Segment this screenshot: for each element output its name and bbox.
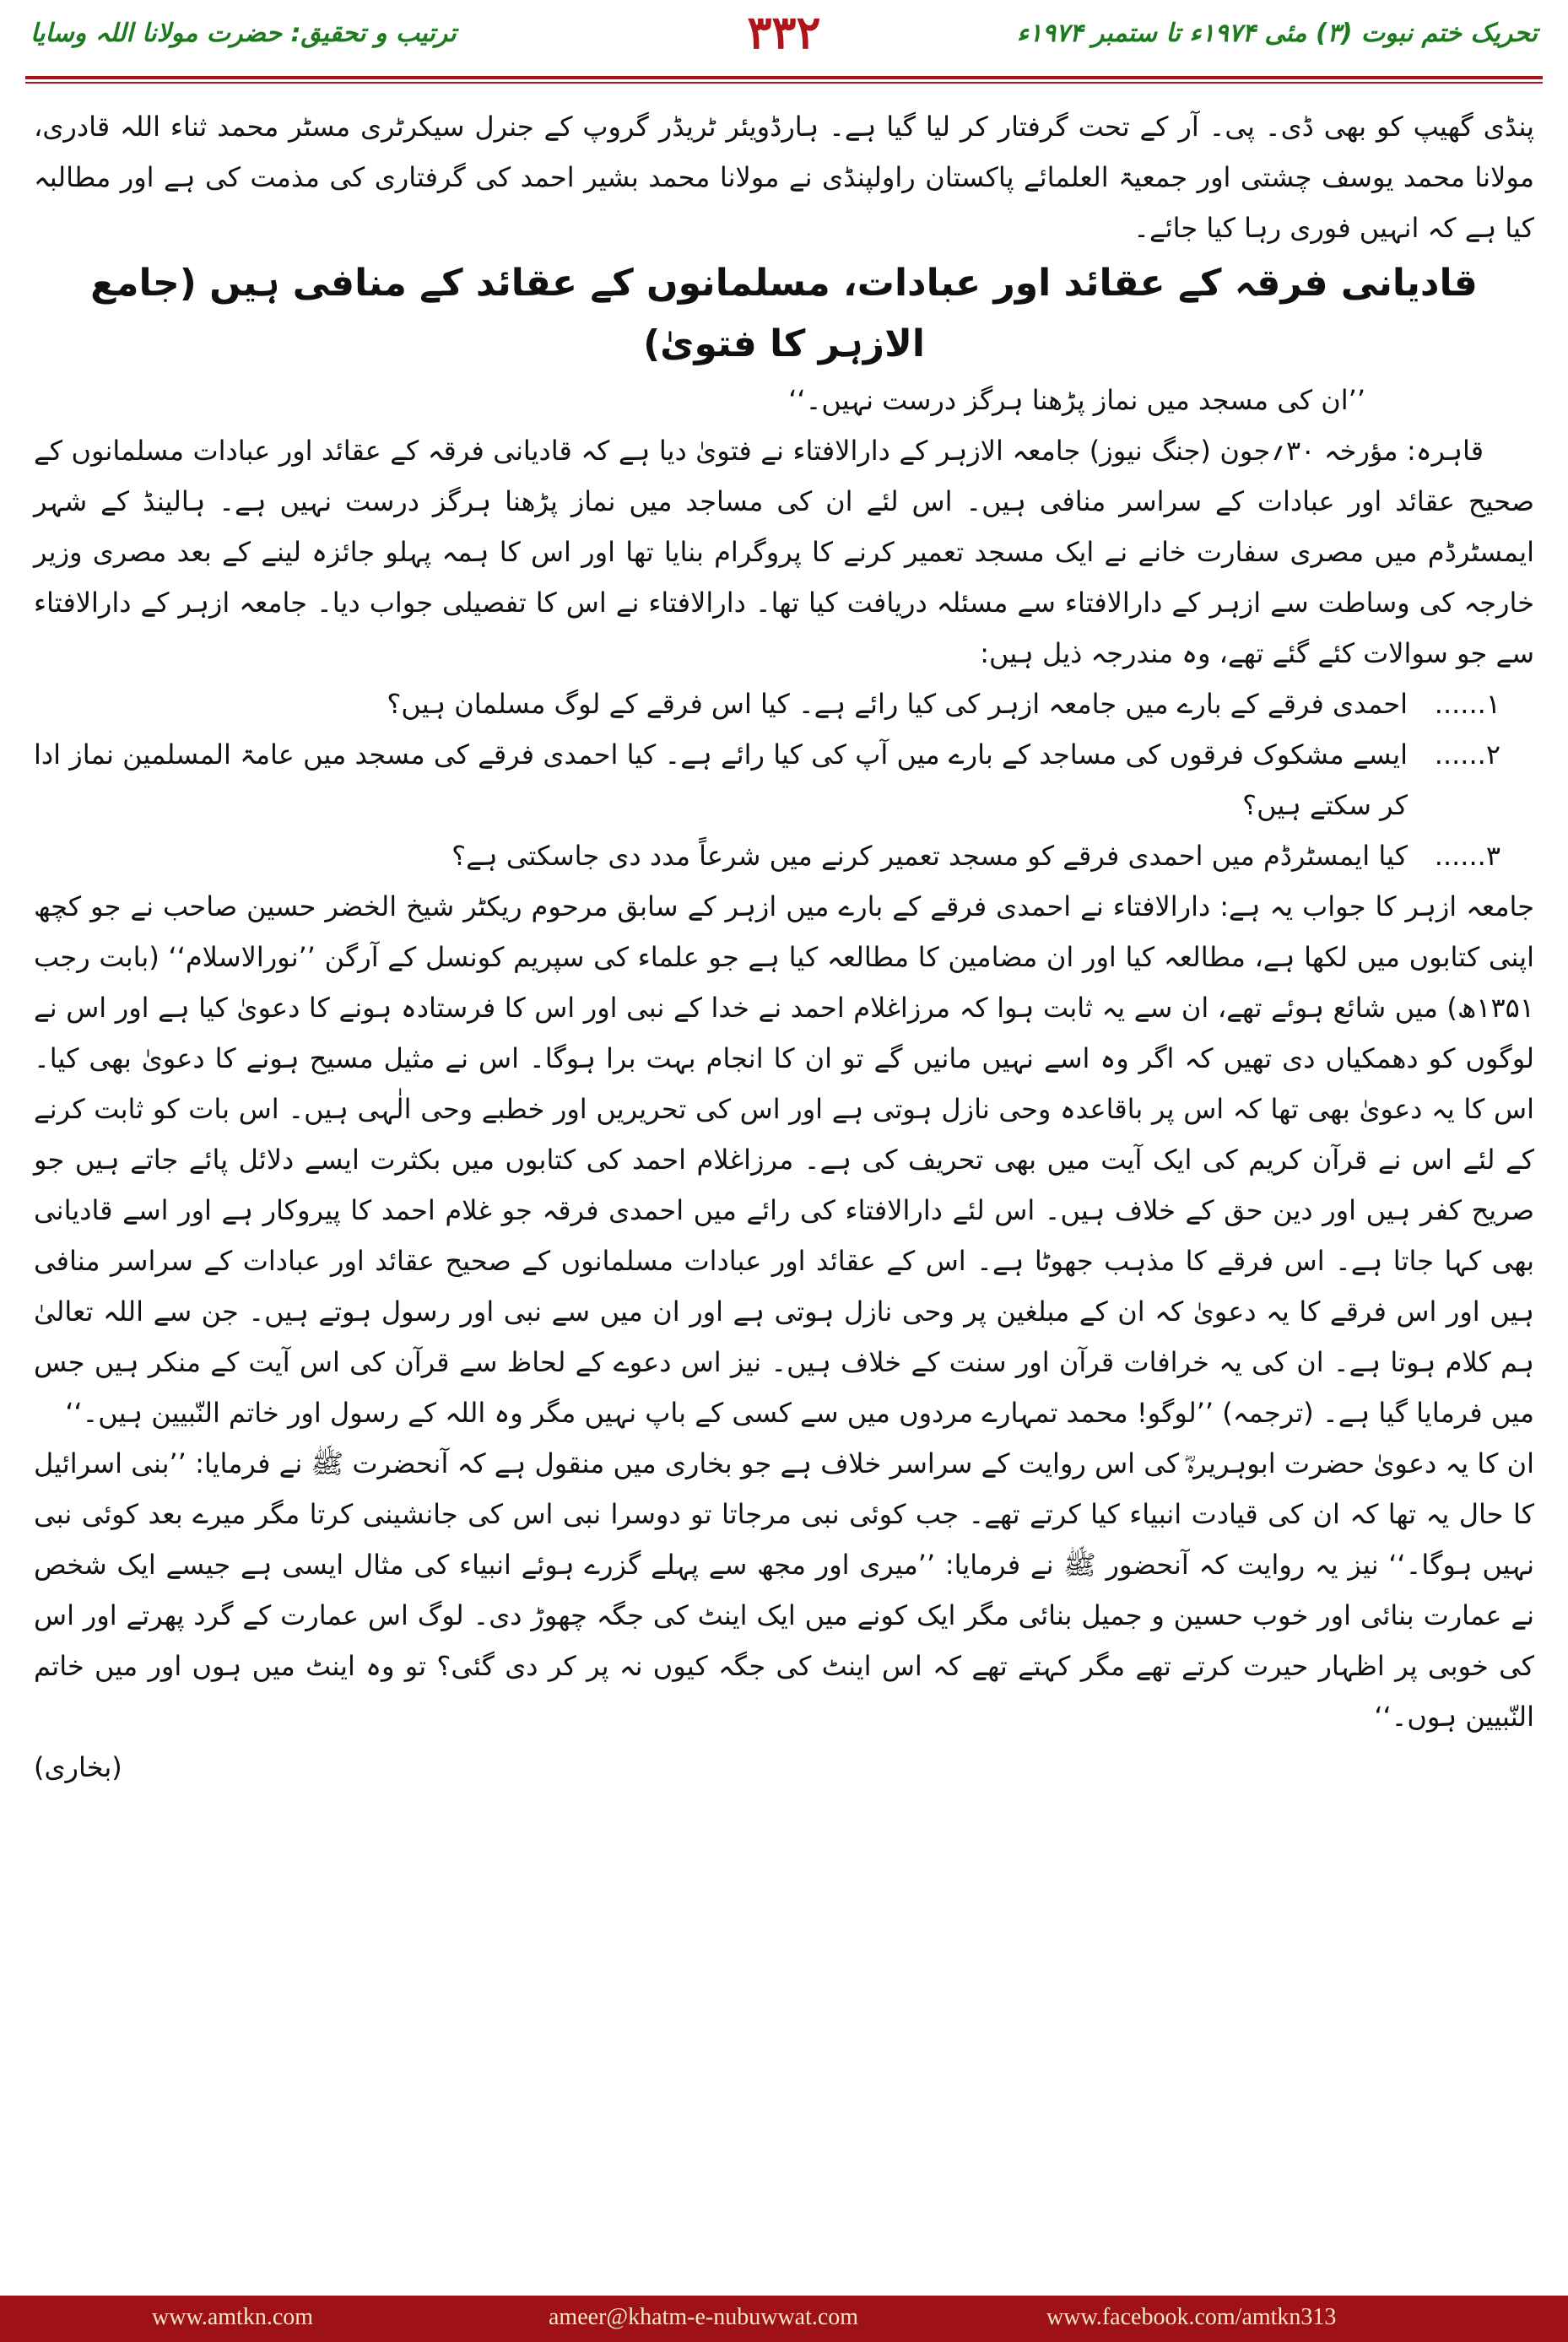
question-item — [34, 830, 1534, 881]
question-number: ۳...... — [1434, 840, 1500, 872]
question-number: ۱...... — [1434, 688, 1500, 720]
article-heading: قادیانی فرقہ کے عقائد اور عبادات، مسلمانوں کے عقائد کے منافی ہیں (جامع الازہر کا فتویٰ) — [90, 262, 1478, 365]
header-rule-thin — [25, 82, 1543, 84]
page-number: ۳۳۲ — [747, 5, 821, 59]
question-text: ایسے مشکوک فرقوں کی مساجد کے بارے میں آپ کی کیا رائے ہے۔ کیا احمدی فرقے کی مسجد میں عامۃ المسلمین نماز ادا کر سکتے ہیں؟ — [34, 738, 1408, 821]
paragraph-cairo-report: قاہرہ: مؤرخہ ۳۰؍جون (جنگ نیوز) جامعہ الازہر کے دارالافتاء نے فتویٰ دیا ہے کہ قادیانی فرقہ کے عقائد اور عبادات مسلمانوں کے صحیح عقائد اور عبادات کے سراسر منافی ہیں۔ اس لئے ان کی مساجد میں نماز پڑھنا ہرگز درست نہیں ہے۔ ہالینڈ کے شہر ایمسٹرڈم میں مصری سفارت خانے نے ایک مسجد تعمیر کرنے کا پروگرام بنایا تھا اور اس کا ہمہ پہلو جائزہ لینے کے بعد مصری وزیر خارجہ کی وساطت سے ازہر کے دارالافتاء سے مسئلہ دریافت کیا تھا۔ دارالافتاء نے اس کا تفصیلی جواب دیا۔ جامعہ ازہر کے دارالافتاء سے جو سوالات کئے گئے تھے، وہ مندرجہ ذیل ہیں: — [34, 435, 1535, 669]
footer-website-link[interactable]: www.amtkn.com — [152, 2304, 314, 2330]
citation-bukhari: (بخاری) — [34, 1751, 122, 1783]
intro-paragraph: پنڈی گھیپ کو بھی ڈی۔ پی۔ آر کے تحت گرفتار کر لیا گیا ہے۔ ہارڈویئر ٹریڈر گروپ کے جنرل سیکرٹری مسٹر محمد ثناء اللہ قادری، مولانا محمد یوسف چشتی اور جمعیۃ العلمائے پاکستان راولپنڈی نے مولانا محمد بشیر احمد کی گرفتاری کی مذمت کی ہے اور مطالبہ کیا ہے کہ انہیں فوری رہا کیا جائے۔ — [34, 111, 1534, 244]
question-item — [34, 729, 1534, 830]
question-number: ۲...... — [1434, 738, 1500, 771]
page-body — [34, 101, 1534, 1793]
question-text: احمدی فرقے کے بارے میں جامعہ ازہر کی کیا رائے ہے۔ کیا اس فرقے کے لوگ مسلمان ہیں؟ — [387, 688, 1408, 720]
footer-email-link[interactable]: ameer@khatm-e-nubuwwat.com — [549, 2304, 859, 2330]
question-item — [34, 679, 1534, 729]
page-footer — [0, 2296, 1568, 2342]
paragraph-hadith: ان کا یہ دعویٰ حضرت ابوہریرہؓ کی اس روایت کے سراسر خلاف ہے جو بخاری میں منقول ہے کہ آنحضرت ﷺ نے فرمایا: ’’بنی اسرائیل کا حال یہ تھا کہ ان کی قیادت انبیاء کیا کرتے تھے۔ جب کوئی نبی مرجاتا تو دوسرا نبی اس کی جانشینی کرتا مگر میرے بعد کوئی نبی نہیں ہوگا۔‘‘ نیز یہ روایت کہ آنحضور ﷺ نے فرمایا: ’’میری اور مجھ سے پہلے گزرے ہوئے انبیاء کی مثال ایسی ہے جیسے ایک شخص نے عمارت بنائی اور خوب حسین و جمیل بنائی مگر ایک کونے میں ایک اینٹ کی جگہ چھوڑ دی۔ لوگ اس عمارت کے گرد پھرتے اور اس کی خوبی پر اظہار حیرت کرتے تھے مگر کہتے تھے کہ اس اینٹ کی جگہ کیوں نہ پر کر دی گئی؟ تو وہ اینٹ میں ہوں اور میں خاتم النّبیین ہوں۔‘‘ — [34, 1447, 1535, 1733]
book-title: تحریک ختم نبوت (۳) مئی ۱۹۷۴ء تا ستمبر ۱۹۷۴ء — [1016, 19, 1538, 48]
article-subheading: ’’ان کی مسجد میں نماز پڑھنا ہرگز درست نہیں۔‘‘ — [788, 384, 1365, 416]
footer-facebook-link[interactable]: www.facebook.com/amtkn313 — [1046, 2304, 1337, 2330]
header-rule — [25, 76, 1543, 79]
paragraph-azhar-answer: جامعہ ازہر کا جواب یہ ہے: دارالافتاء نے احمدی فرقے کے بارے میں ازہر کے سابق مرحوم ریکٹر شیخ الخضر حسین صاحب نے جو کچھ اپنی کتابوں میں لکھا ہے، مطالعہ کیا اور ان مضامین کا مطالعہ کیا ہے جو علماء کی سپریم کونسل کے آرگن ’’نورالاسلام‘‘ (بابت رجب ۱۳۵۱ھ) میں شائع ہوئے تھے، ان سے یہ ثابت ہوا کہ مرزاغلام احمد نے خدا کے نبی اور اس کا فرستادہ ہونے کا دعویٰ کیا ہے اور اس نے لوگوں کو دھمکیاں دی تھیں کہ اگر وہ اسے نہیں مانیں گے تو ان کا انجام بہت برا ہوگا۔ اس نے مثیل مسیح ہونے کا دعویٰ بھی کیا۔ اس کا یہ دعویٰ بھی تھا کہ اس پر باقاعدہ وحی نازل ہوتی ہے اور اس کی تحریریں اور خطبے وحی الٰہی ہیں۔ اس بات کو ثابت کرنے کے لئے اس نے قرآن کریم کی ایک آیت میں بھی تحریف کی ہے۔ مرزاغلام احمد کی کتابوں میں بکثرت ایسے دلائل پائے جاتے ہیں جو صریح کفر ہیں اور دین حق کے خلاف ہیں۔ اس لئے دارالافتاء کی رائے میں احمدی فرقہ جو غلام احمد کا پیروکار ہے اور اسے قادیانی بھی کہا جاتا ہے۔ اس فرقے کا مذہب جھوٹا ہے۔ اس کے عقائد اور عبادات مسلمانوں کے صحیح عقائد اور عبادات کے سراسر منافی ہیں اور اس فرقے کا یہ دعویٰ کہ ان کے مبلغین پر وحی نازل ہوتی ہے اور ان میں سے نبی اور رسول ہوتے ہیں۔ جن سے اللہ تعالیٰ ہم کلام ہوتا ہے۔ ان کی یہ خرافات قرآن اور سنت کے خلاف ہیں۔ نیز اس دعوے کے لحاظ سے قرآن کی اس آیت کے منکر ہیں جس میں فرمایا گیا ہے۔ (ترجمہ) ’’لوگو! محمد تمہارے مردوں میں سے کسی کے باپ نہیں مگر وہ اللہ کے رسول اور خاتم النّبیین ہیں۔‘‘ — [34, 890, 1534, 1429]
page-header — [0, 0, 1568, 84]
citation-row — [34, 1742, 1534, 1793]
question-text: کیا ایمسٹرڈم میں احمدی فرقے کو مسجد تعمیر کرنے میں شرعاً مدد دی جاسکتی ہے؟ — [451, 840, 1408, 872]
compiler-credit: ترتیب و تحقیق: حضرت مولانا اللہ وسایا — [30, 19, 457, 48]
